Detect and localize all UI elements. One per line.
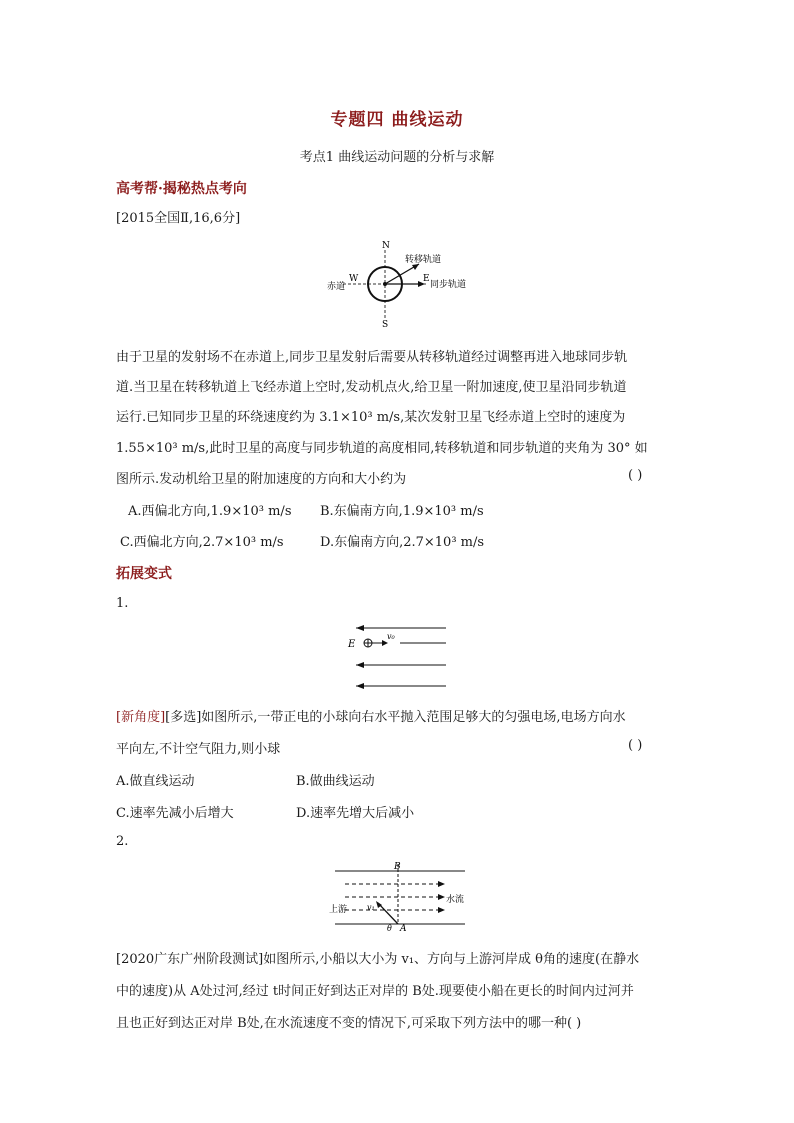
v1-label: v₁ xyxy=(367,903,375,912)
question-number-2: 2. xyxy=(116,834,129,849)
answer-parentheses: ( ) xyxy=(628,468,643,483)
west-label: W xyxy=(349,274,359,284)
question-line-4: 1.55×10³ m/s,此时卫星的高度与同步轨道的高度相同,转移轨道和同步轨道的夹角为 30° 如 xyxy=(116,441,648,456)
question-source: [2015全国Ⅱ,16,6分] xyxy=(116,211,241,226)
east-label: E xyxy=(423,274,430,284)
question-number-1: 1. xyxy=(116,596,129,611)
velocity-label: v₀ xyxy=(387,632,395,641)
question-1-line-2: 平向左,不计空气阻力,则小球 xyxy=(116,742,281,757)
boat-velocity-arrow xyxy=(378,903,398,924)
question-1-text: [多选]如图所示,一带正电的小球向右水平抛入范围足够大的匀强电场,电场方向水 xyxy=(165,710,626,725)
question-line-1: 由于卫星的发射场不在赤道上,同步卫星发射后需要从转移轨道经过调整再进入地球同步轨 xyxy=(116,350,628,365)
point-b-label: B xyxy=(394,862,401,872)
q1-option-d: D.速率先增大后减小 xyxy=(296,806,415,821)
question-1-line-1 xyxy=(116,706,626,725)
option-a: A.西偏北方向,1.9×10³ m/s xyxy=(128,504,292,519)
question-line-5: 图所示.发动机给卫星的附加速度的方向和大小约为 xyxy=(116,472,407,487)
question-2-line-3: 且也正好到达正对岸 B处,在水流速度不变的情况下,可采取下列方法中的哪一种( ) xyxy=(116,1016,582,1031)
theta-label: θ xyxy=(387,924,392,932)
option-d: D.东偏南方向,2.7×10³ m/s xyxy=(320,535,485,550)
transfer-orbit-label: 转移轨道 xyxy=(405,255,442,265)
page-title: 专题四 曲线运动 xyxy=(330,110,464,130)
q1-option-b: B.做曲线运动 xyxy=(296,774,375,789)
river-crossing-figure xyxy=(325,860,475,932)
question-line-3: 运行.已知同步卫星的环绕速度约为 3.1×10³ m/s,某次发射卫星飞经赤道上空时的速度为 xyxy=(116,410,626,425)
point-a-label: A xyxy=(400,924,407,932)
satellite-orbit-figure xyxy=(315,238,485,330)
equator-label: 赤道 xyxy=(327,282,346,292)
topic-subtitle: 考点1 曲线运动问题的分析与求解 xyxy=(299,150,495,165)
question-2-line-2: 中的速度)从 A处过河,经过 t时间正好到达正对岸的 B处.现要使小船在更长的时间内过河并 xyxy=(116,984,634,999)
question-line-2: 道.当卫星在转移轨道上飞经赤道上空时,发动机点火,给卫星一附加速度,使卫星沿同步轨道 xyxy=(116,380,627,395)
south-label: S xyxy=(382,320,389,330)
new-angle-tag: [新角度] xyxy=(116,710,166,725)
question-2-line-1: [2020广东广州阶段测试]如图所示,小船以大小为 v₁、方向与上游河岸成 θ角的速度(在静水 xyxy=(116,952,640,967)
answer-parentheses-1: ( ) xyxy=(628,738,643,753)
north-label: N xyxy=(382,241,390,251)
upstream-label: 上游 xyxy=(329,905,348,915)
water-flow-label: 水流 xyxy=(446,895,465,905)
sync-orbit-label: 同步轨道 xyxy=(430,280,467,290)
q1-option-a: A.做直线运动 xyxy=(116,774,195,789)
option-c: C.西偏北方向,2.7×10³ m/s xyxy=(120,535,284,550)
section-heading-variants: 拓展变式 xyxy=(116,566,172,582)
field-label-e: E xyxy=(348,639,356,650)
option-b: B.东偏南方向,1.9×10³ m/s xyxy=(320,504,484,519)
section-heading-gaokao: 高考帮·揭秘热点考向 xyxy=(116,181,247,197)
electric-field-figure xyxy=(340,620,450,694)
q1-option-c: C.速率先减小后增大 xyxy=(116,806,234,821)
